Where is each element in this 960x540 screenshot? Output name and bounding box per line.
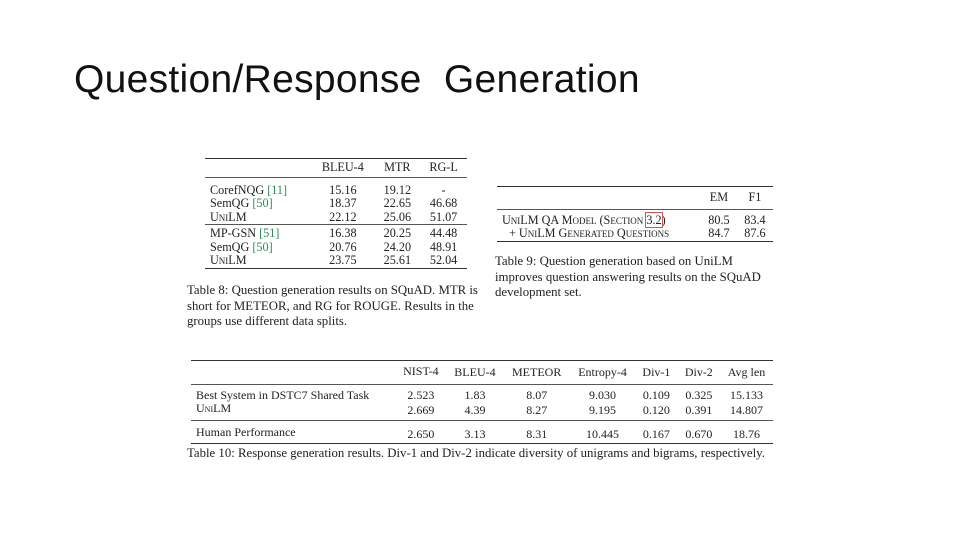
rgl-value: 46.68 [429, 196, 458, 210]
table-8 [205, 158, 467, 269]
method-name: UniLM [210, 209, 247, 224]
f1-value: 87.6 [744, 226, 766, 240]
table8-header-rgl: RG-L [429, 160, 458, 174]
system-name: Human Performance [196, 424, 296, 439]
table-row [191, 402, 773, 420]
mtr-value: 20.25 [383, 226, 412, 240]
table10-header-avglen: Avg len [727, 364, 766, 379]
div2-value: 0.391 [685, 403, 713, 417]
bleu-value: 3.13 [464, 426, 486, 441]
avglen-value: 15.133 [730, 387, 763, 402]
table8-caption: Table 8: Question generation results on SQuAD. MTR is short for METEOR, and RG for ROUGE. Results in the groups use different data splits. [187, 283, 478, 328]
bleu-value: 15.16 [329, 182, 357, 197]
citation-link[interactable]: [50] [252, 239, 273, 254]
table-row [205, 197, 467, 211]
citation-link[interactable]: [51] [259, 226, 280, 240]
mtr-value: 24.20 [383, 239, 412, 254]
em-value: 84.7 [708, 226, 730, 240]
div1-value: 0.167 [642, 426, 670, 441]
bleu-value: 18.37 [329, 196, 357, 210]
table10-header-bleu: BLEU-4 [454, 364, 496, 379]
table-row [497, 209, 773, 227]
method-name: UniLM [210, 253, 247, 267]
rgl-value: 44.48 [429, 226, 458, 240]
bleu-value: 16.38 [329, 226, 357, 240]
table10-header-meteor: METEOR [512, 364, 562, 379]
em-value: 80.5 [708, 212, 730, 227]
citation-link[interactable]: [11] [267, 182, 288, 197]
mtr-value: 19.12 [383, 182, 412, 197]
table10-header-entropy: Entropy-4 [578, 364, 627, 379]
table-row [191, 384, 773, 402]
mtr-value: 25.06 [383, 209, 412, 224]
table9-header-em: EM [709, 190, 729, 204]
method-name: SemQG [210, 239, 250, 254]
div1-value: 0.120 [642, 403, 670, 417]
bleu-value: 23.75 [329, 253, 357, 267]
table10-caption: Table 10: Response generation results. Div-1 and Div-2 indicate diversity of unigrams and bigrams, respectively. [187, 446, 765, 460]
rgl-value: 48.91 [429, 239, 458, 254]
rgl-value: - [441, 182, 446, 197]
f1-value: 83.4 [744, 212, 766, 227]
table10-header-nist: NIST-4 [403, 364, 439, 378]
avglen-value: 18.76 [733, 426, 760, 441]
table-row [205, 177, 467, 197]
table9-header-f1: F1 [748, 190, 762, 204]
system-name: Best System in DSTC7 Shared Task [196, 387, 370, 402]
table-row [205, 225, 467, 241]
rgl-value: 51.07 [429, 209, 458, 224]
table8-header-blank [205, 159, 311, 178]
table-row [205, 211, 467, 225]
slide-title: Question/Response Generation [74, 58, 640, 101]
method-name: SemQG [210, 196, 250, 210]
table-row [497, 227, 773, 241]
section-reference-link[interactable]: 3.2 [646, 212, 662, 227]
div1-value: 0.109 [642, 387, 670, 402]
table-10 [191, 360, 773, 444]
system-name: UniLM [196, 401, 232, 415]
table9-header-blank [497, 187, 701, 210]
method-name: UniLM QA Model (Section [502, 212, 647, 227]
meteor-value: 8.31 [526, 426, 548, 441]
entropy-value: 9.030 [589, 387, 617, 402]
bleu-value: 4.39 [464, 403, 486, 417]
method-name-suffix: ) [661, 212, 666, 227]
bleu-value: 22.12 [329, 209, 357, 224]
table8-header-bleu: BLEU-4 [321, 160, 364, 174]
method-name: + UniLM Generated Questions [509, 226, 670, 240]
table10-header-div2: Div-2 [684, 364, 713, 379]
table8-header-mtr: MTR [384, 160, 411, 174]
table9-caption: Table 9: Question generation based on UniLM improves question answering results on the SQuAD development set. [495, 254, 761, 299]
rgl-value: 52.04 [429, 253, 458, 267]
div2-value: 0.325 [685, 387, 713, 402]
table-row [191, 420, 773, 444]
avglen-value: 14.807 [730, 403, 763, 417]
table10-header-div1: Div-1 [642, 364, 671, 379]
nist-value: 2.650 [407, 426, 435, 441]
entropy-value: 10.445 [586, 426, 620, 441]
method-name: CorefNQG [210, 182, 265, 197]
table-9 [497, 186, 773, 242]
citation-link[interactable]: [50] [252, 196, 273, 210]
bleu-value: 20.76 [329, 239, 357, 254]
table10-header-blank [191, 361, 396, 385]
meteor-value: 8.27 [526, 403, 548, 417]
nist-value: 2.669 [407, 403, 435, 417]
nist-value: 2.523 [407, 387, 435, 402]
table-row [205, 254, 467, 268]
bleu-value: 1.83 [464, 387, 486, 402]
method-name: MP-GSN [210, 226, 257, 240]
table-row [205, 241, 467, 255]
meteor-value: 8.07 [526, 387, 548, 402]
div2-value: 0.670 [685, 426, 713, 441]
mtr-value: 25.61 [383, 253, 412, 267]
entropy-value: 9.195 [589, 403, 617, 417]
mtr-value: 22.65 [383, 196, 412, 210]
